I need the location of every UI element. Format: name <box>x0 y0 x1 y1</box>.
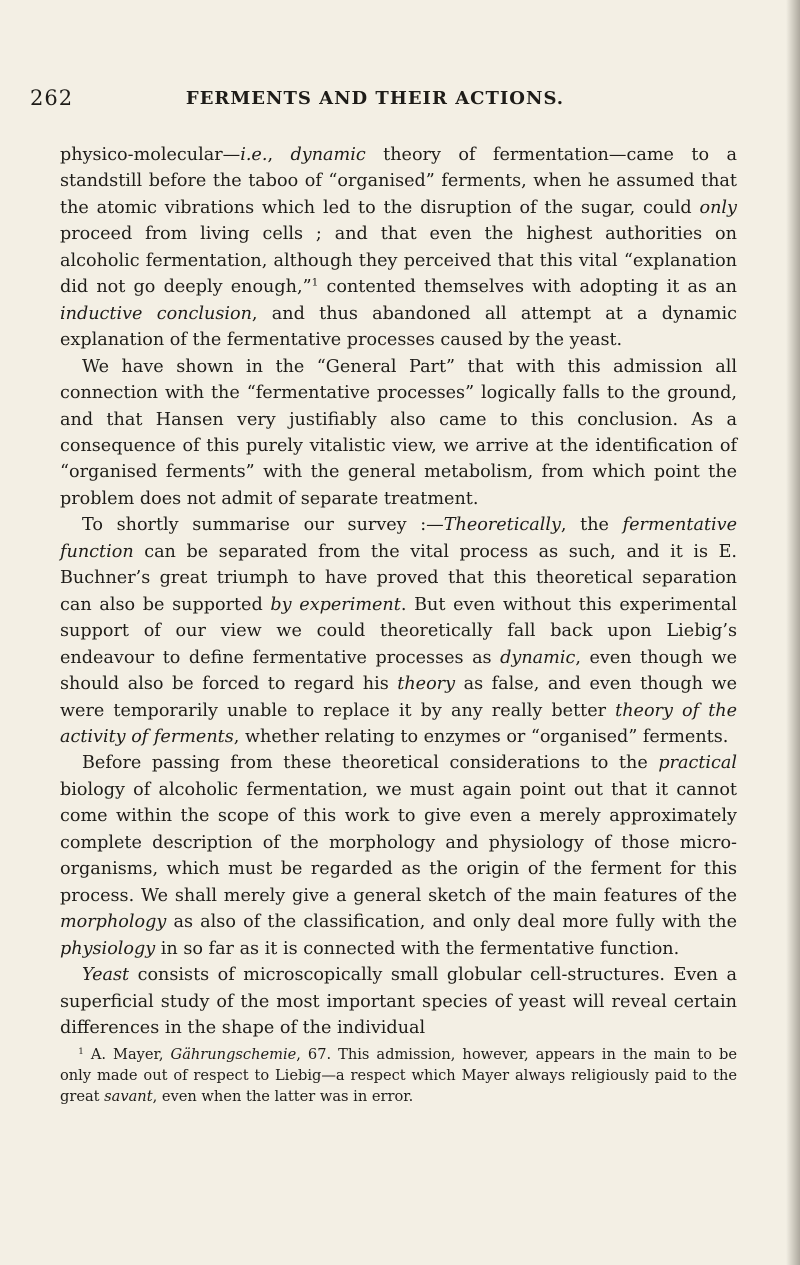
paragraph-3: To shortly summarise our survey :—Theoretically, the fermentative function can be separated from the vital process as such, and it is E. Buchner’s great triumph to have proved that this theoretical separation can also be supported by experiment. But even without this experimental support of our view we could theoretically fall back upon Liebig’s endeavour to define fermentative processes as dynamic, even though we should also be forced to regard his theory as false, and even though we were temporarily unable to replace it by any really better theory of the activity of ferments, whether relating to enzymes or “organised” ferments. <box>60 515 738 747</box>
body-text <box>60 142 737 1041</box>
paragraph-2: We have shown in the “General Part” that with this admission all connection with the “fermentative processes” logically falls to the ground, and that Hansen very justifiably also came to this conclusion. As a consequence of this purely vitalistic view, we arrive at the identification of “organised ferments” with the general metabolism, from which point the problem does not admit of separate treatment. <box>60 356 737 509</box>
page-edge-shadow <box>786 0 800 1265</box>
page-number: 262 <box>30 86 74 110</box>
footnote: $^1$ A. Mayer, Gährungschemie, 67. This admission, however, appears in the main to be only made out of respect to Liebig—a respect which Mayer always religiously paid to the great savant, even when the latter was in error. <box>60 1046 737 1105</box>
paragraph-5: Yeast consists of microscopically small globular cell-structures. Even a superficial study of the most important species of yeast will reveal certain differences in the shape of the individual <box>60 965 737 1038</box>
paragraph-4: Before passing from these theoretical considerations to the practical biology of alcoholic fermentation, we must again point out that it cannot come within the scope of this work to give even a merely approximately complete description of the morphology and physiology of those micro-organisms, which must be regarded as the origin of the ferment for this process. We shall merely give a general sketch of the main features of the morphology as also of the classification, and only deal more fully with the physiology in so far as it is connected with the fermentative function. <box>60 753 737 959</box>
footnote-mark: 1 <box>78 1046 84 1057</box>
running-title: FERMENTS AND THEIR ACTIONS. <box>185 88 565 109</box>
page-header <box>30 86 720 116</box>
footnote-reference[interactable]: 1 <box>311 276 319 289</box>
paragraph-1: physico-molecular—i.e., dynamic theory of fermentation—came to a standstill before the taboo of “organised” ferments, when he assumed that the atomic vibrations which led to the disruption of the sugar, could only proceed from living cells ; and that even the highest authorities on alcoholic fermentation, although they perceived that this vital “explanation did not go deeply enough,”$^1$ contented themselves with adopting it as an inductive conclusion, and thus abandoned all attempt at a dynamic explanation of the fermentative processes caused by the yeast. <box>60 145 737 351</box>
